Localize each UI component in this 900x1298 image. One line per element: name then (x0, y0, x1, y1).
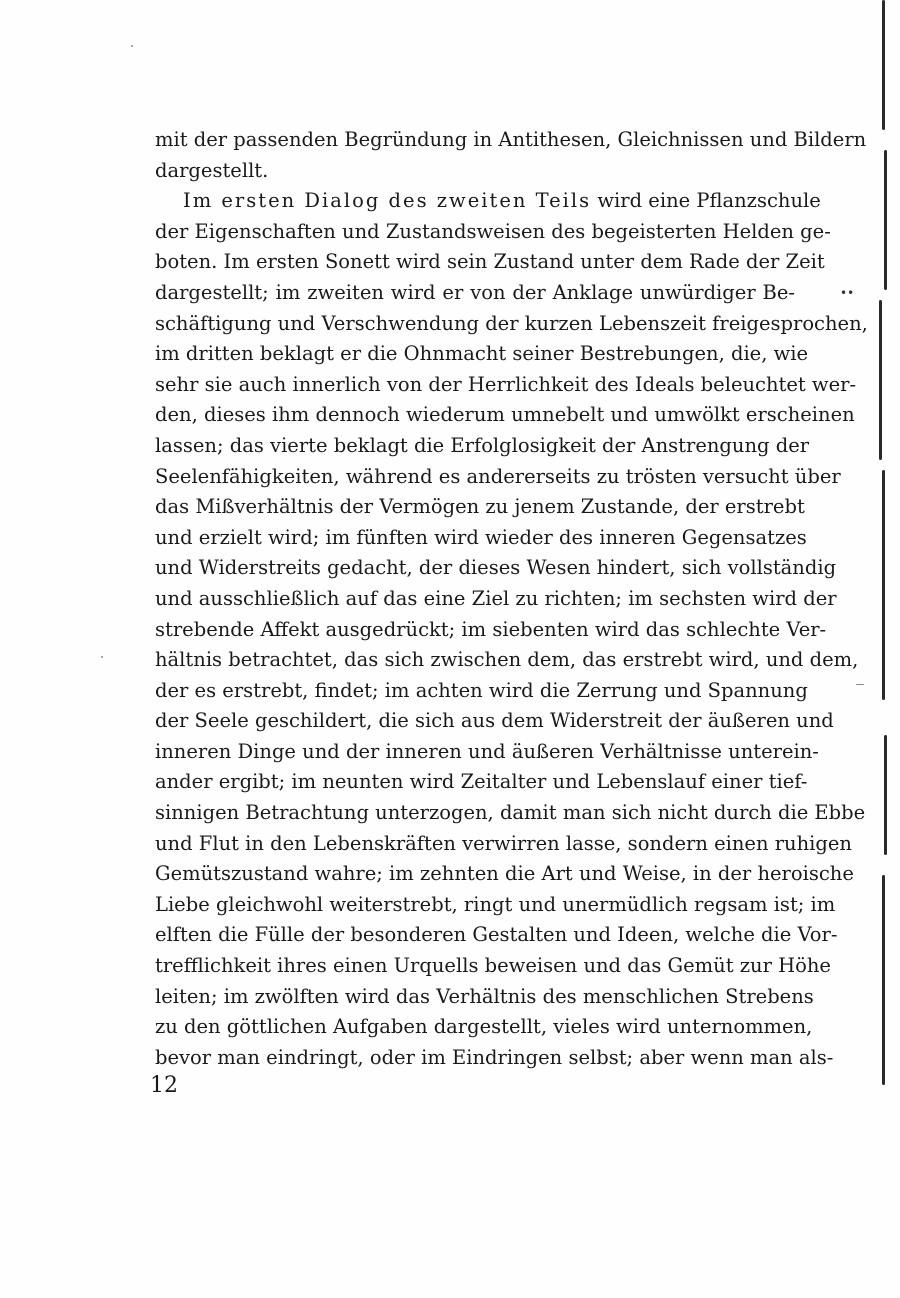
paper-speck (856, 684, 864, 685)
text-line: sehr sie auch innerlich von der Herrlichkeit des Ideals beleuchtet wer- (155, 372, 857, 396)
text-line: Gemütszustand wahre; im zehnten die Art und Weise, in der heroische (155, 862, 854, 886)
edge-segment (882, 875, 885, 1085)
text-line: bevor man eindringt, oder im Eindringen selbst; aber wenn man als- (155, 1045, 834, 1069)
paper-speck (101, 656, 103, 658)
text-line: lassen; das vierte beklagt die Erfolglosigkeit der Anstrengung der (155, 433, 810, 457)
body-text (155, 125, 868, 1073)
spaced-emphasis: Im ersten Dialog des zweiten Teils (183, 189, 592, 213)
text-line: mit der passenden Begründung in Antithesen, Gleichnissen und Bildern (155, 128, 867, 151)
paragraph-opening-line (155, 186, 821, 217)
text-line: trefflichkeit ihres einen Urquells beweisen und das Gemüt zur Höhe (155, 954, 831, 978)
text-line: schäftigung und Verschwendung der kurzen Lebenszeit freigesprochen, (155, 311, 868, 335)
text-line: Liebe gleichwohl weiterstrebt, ringt und unermüdlich regsam ist; im (155, 892, 836, 916)
text-line: leiten; im zwölften wird das Verhältnis des menschlichen Strebens (155, 984, 814, 1008)
text-line: Seelenfähigkeiten, während es andererseits zu trösten versucht über (155, 464, 841, 488)
edge-segment (879, 300, 882, 460)
text-line: hältnis betrachtet, das sich zwischen dem, das erstrebt wird, und dem, (155, 648, 859, 672)
text-line: und ausschließlich auf das eine Ziel zu richten; im sechsten wird der (155, 586, 837, 610)
text-line: und Widerstreits gedacht, der dieses Wesen hindert, sich vollständig (155, 556, 837, 580)
text-line: den, dieses ihm dennoch wiederum umnebelt und umwölkt erscheinen (155, 403, 855, 427)
text-line: sinnigen Betrachtung unterzogen, damit man sich nicht durch die Ebbe (155, 801, 866, 825)
margin-mark: •• (840, 286, 855, 300)
text-line: inneren Dinge und der inneren und äußeren Verhältnisse unterein- (155, 739, 819, 763)
edge-segment (882, 0, 885, 130)
edge-segment (884, 735, 887, 855)
text-line: dargestellt; im zweiten wird er von der Anklage unwürdiger Be- (155, 280, 795, 304)
text-line: ander ergibt; im neunten wird Zeitalter und Lebenslauf einer tief- (155, 770, 808, 794)
text-line: im dritten beklagt er die Ohnmacht seiner Bestrebungen, die, wie (155, 342, 809, 366)
text-line: und Flut in den Lebenskräften verwirren lasse, sondern einen ruhigen (155, 831, 852, 855)
text-line: zu den göttlichen Aufgaben dargestellt, vieles wird unternommen, (155, 1015, 813, 1039)
text-line: dargestellt. (155, 158, 269, 182)
text-line: das Mißverhältnis der Vermögen zu jenem Zustande, der erstrebt (155, 495, 805, 519)
page-number: 12 (150, 1073, 178, 1098)
text-line: boten. Im ersten Sonett wird sein Zustand unter dem Rade der Zeit (155, 250, 825, 274)
edge-segment (884, 150, 887, 290)
text-line: elften die Fülle der besonderen Gestalten und Ideen, welche die Vor- (155, 923, 838, 947)
opening-rest: wird eine Pflanzschule (591, 189, 821, 213)
text-line: der Eigenschaften und Zustandsweisen des begeisterten Helden ge- (155, 219, 831, 243)
paper-speck (131, 45, 133, 47)
text-line: und erzielt wird; im fünften wird wieder des inneren Gegensatzes (155, 525, 807, 549)
text-line: strebende Affekt ausgedrückt; im siebenten wird das schlechte Ver- (155, 617, 827, 641)
text-line: der es erstrebt, findet; im achten wird die Zerrung und Spannung (155, 678, 808, 702)
text-line: der Seele geschildert, die sich aus dem Widerstreit der äußeren und (155, 709, 834, 733)
edge-segment (882, 470, 885, 700)
